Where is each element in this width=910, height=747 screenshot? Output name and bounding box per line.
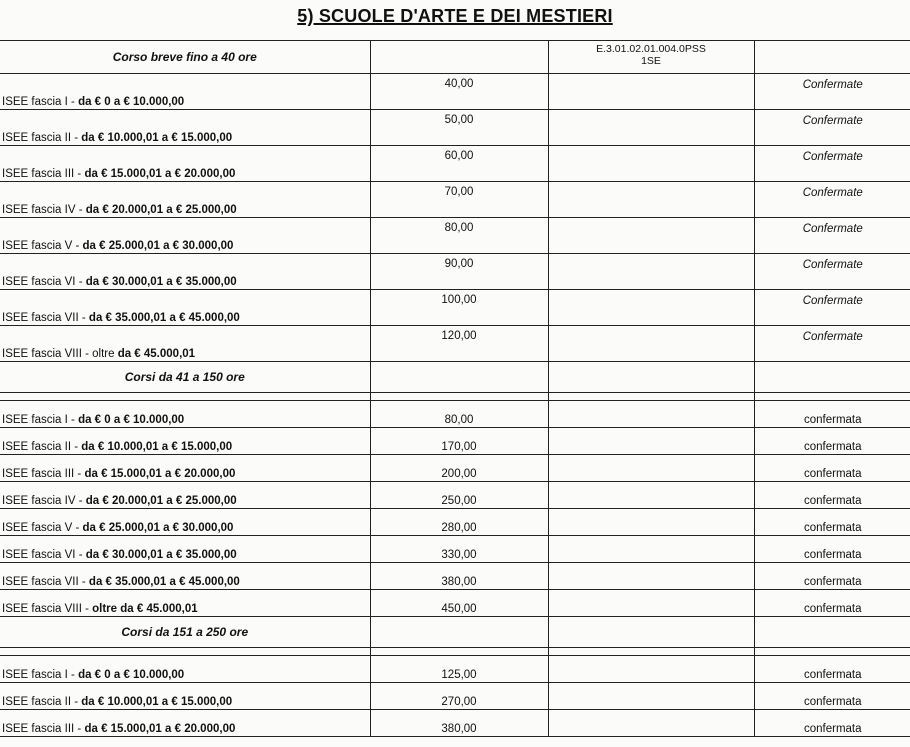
fee-amount: 280,00 xyxy=(441,522,477,534)
fee-amount-cell xyxy=(370,683,548,710)
isee-band-label: ISEE fascia III - xyxy=(2,168,85,180)
header-row xyxy=(0,41,910,74)
status-label: confermata xyxy=(803,549,862,561)
isee-band-label: ISEE fascia I - xyxy=(2,414,79,426)
isee-band-range: da € 30.000,01 a € 35.000,00 xyxy=(85,276,237,288)
fee-amount: 170,00 xyxy=(441,441,477,453)
fee-amount-cell xyxy=(370,146,548,182)
isee-band-cell xyxy=(0,326,370,362)
status-label: confermata xyxy=(803,723,862,735)
isee-band-range: da € 0 a € 10.000,00 xyxy=(78,669,185,681)
table-row xyxy=(0,182,910,218)
fee-amount: 380,00 xyxy=(441,723,477,735)
isee-band-cell xyxy=(0,656,370,683)
isee-band-range: da € 10.000,01 a € 15.000,00 xyxy=(81,696,233,708)
isee-band-label: ISEE fascia VII - xyxy=(2,576,89,588)
status-label: Confermate xyxy=(802,187,863,199)
fee-amount: 330,00 xyxy=(441,549,477,561)
code-cell xyxy=(548,428,754,455)
table-row xyxy=(0,590,910,617)
isee-band-cell xyxy=(0,563,370,590)
fee-amount-cell xyxy=(370,74,548,110)
spacer-cell xyxy=(0,393,370,401)
fee-amount: 60,00 xyxy=(444,150,474,162)
isee-band-cell xyxy=(0,290,370,326)
table-row xyxy=(0,74,910,110)
budget-code: E.3.01.02.01.004.0PSS xyxy=(596,43,706,55)
isee-band-range: da € 35.000,01 a € 45.000,00 xyxy=(88,576,240,588)
code-cell xyxy=(548,326,754,362)
spacer-cell xyxy=(548,648,754,656)
isee-band-label: ISEE fascia III - xyxy=(2,468,85,480)
fee-amount-cell xyxy=(370,428,548,455)
code-cell xyxy=(548,509,754,536)
isee-band-cell xyxy=(0,482,370,509)
isee-band-cell xyxy=(0,110,370,146)
status-cell xyxy=(754,254,910,290)
code-cell xyxy=(548,683,754,710)
code-cell xyxy=(548,254,754,290)
code-cell xyxy=(548,146,754,182)
table-row xyxy=(0,455,910,482)
spacer-row xyxy=(0,648,910,656)
empty-cell xyxy=(370,362,548,393)
isee-band-range: da € 15.000,01 a € 20.000,00 xyxy=(84,468,236,480)
isee-band-range: da € 15.000,01 a € 20.000,00 xyxy=(84,168,236,180)
code-header-cell xyxy=(548,41,754,74)
code-cell xyxy=(548,218,754,254)
table-row xyxy=(0,428,910,455)
code-cell xyxy=(548,590,754,617)
status-label: Confermate xyxy=(802,331,863,343)
fee-amount-cell xyxy=(370,182,548,218)
table-row xyxy=(0,290,910,326)
code-cell xyxy=(548,710,754,737)
status-cell xyxy=(754,656,910,683)
isee-band-cell xyxy=(0,74,370,110)
isee-band-range: da € 10.000,01 a € 15.000,00 xyxy=(81,441,233,453)
isee-band-label: ISEE fascia IV - xyxy=(2,495,86,507)
isee-band-label: ISEE fascia VI - xyxy=(2,549,86,561)
fee-amount: 380,00 xyxy=(441,576,477,588)
table-row xyxy=(0,218,910,254)
isee-band-cell xyxy=(0,710,370,737)
status-cell xyxy=(754,290,910,326)
section-header-row xyxy=(0,362,910,393)
isee-band-cell xyxy=(0,509,370,536)
isee-band-cell xyxy=(0,590,370,617)
status-label: confermata xyxy=(803,414,862,426)
isee-band-cell xyxy=(0,254,370,290)
empty-cell xyxy=(754,617,910,648)
isee-band-label: ISEE fascia IV - xyxy=(2,204,86,216)
status-cell xyxy=(754,182,910,218)
fee-table-body xyxy=(0,41,910,737)
table-row xyxy=(0,710,910,737)
table-row xyxy=(0,563,910,590)
status-cell xyxy=(754,428,910,455)
code-cell xyxy=(548,455,754,482)
code-cell xyxy=(548,656,754,683)
course-header-label: Corso breve fino a 40 ore xyxy=(112,50,257,64)
isee-band-cell xyxy=(0,401,370,428)
isee-band-cell xyxy=(0,146,370,182)
fee-amount-cell xyxy=(370,290,548,326)
fee-amount: 70,00 xyxy=(444,186,474,198)
isee-band-label: ISEE fascia V - xyxy=(2,240,83,252)
status-cell xyxy=(754,563,910,590)
section-title-cell xyxy=(0,617,370,648)
isee-band-range: da € 15.000,01 a € 20.000,00 xyxy=(84,723,236,735)
table-row xyxy=(0,401,910,428)
isee-band-range: da € 45.000,01 xyxy=(117,348,196,360)
table-row xyxy=(0,326,910,362)
spacer-row xyxy=(0,393,910,401)
isee-band-cell xyxy=(0,218,370,254)
isee-band-label: ISEE fascia II - xyxy=(2,696,82,708)
code-cell xyxy=(548,290,754,326)
status-cell xyxy=(754,683,910,710)
isee-band-cell xyxy=(0,428,370,455)
table-row xyxy=(0,482,910,509)
fee-amount: 80,00 xyxy=(444,222,474,234)
code-cell xyxy=(548,536,754,563)
fee-amount-cell xyxy=(370,536,548,563)
isee-band-range: da € 10.000,01 a € 15.000,00 xyxy=(81,132,233,144)
spacer-cell xyxy=(754,648,910,656)
status-label: confermata xyxy=(803,696,862,708)
fee-table xyxy=(0,40,910,737)
table-row xyxy=(0,254,910,290)
fee-amount-cell xyxy=(370,455,548,482)
isee-band-label: ISEE fascia VI - xyxy=(2,276,86,288)
isee-band-range: da € 0 a € 10.000,00 xyxy=(78,414,185,426)
isee-band-label: ISEE fascia VIII - xyxy=(2,603,93,615)
course-header-cell xyxy=(0,41,370,74)
status-label: Confermate xyxy=(802,295,863,307)
status-cell xyxy=(754,74,910,110)
isee-band-label: ISEE fascia V - xyxy=(2,522,83,534)
isee-band-label: ISEE fascia VII - xyxy=(2,312,89,324)
code-cell xyxy=(548,563,754,590)
status-cell xyxy=(754,326,910,362)
status-cell xyxy=(754,710,910,737)
status-cell xyxy=(754,482,910,509)
isee-band-range: oltre da € 45.000,01 xyxy=(92,603,198,615)
section-title-cell xyxy=(0,362,370,393)
status-label: confermata xyxy=(803,603,862,615)
table-row xyxy=(0,110,910,146)
status-cell xyxy=(754,590,910,617)
isee-band-range: da € 20.000,01 a € 25.000,00 xyxy=(85,495,237,507)
fee-amount-cell xyxy=(370,110,548,146)
fee-amount: 450,00 xyxy=(441,603,477,615)
isee-band-label: ISEE fascia III - xyxy=(2,723,85,735)
isee-band-range: da € 0 a € 10.000,00 xyxy=(78,96,185,108)
status-cell xyxy=(754,110,910,146)
code-cell xyxy=(548,110,754,146)
fee-amount: 125,00 xyxy=(441,669,477,681)
status-label: Confermate xyxy=(802,115,863,127)
section-title: Corsi da 41 a 150 ore xyxy=(124,370,245,384)
status-label: Confermate xyxy=(802,223,863,235)
isee-band-cell xyxy=(0,182,370,218)
isee-band-label: ISEE fascia I - xyxy=(2,669,79,681)
table-row xyxy=(0,509,910,536)
status-label: Confermate xyxy=(802,259,863,271)
table-row xyxy=(0,683,910,710)
spacer-cell xyxy=(370,393,548,401)
status-label: confermata xyxy=(803,468,862,480)
status-cell xyxy=(754,536,910,563)
isee-band-cell xyxy=(0,683,370,710)
fee-amount-cell xyxy=(370,482,548,509)
isee-band-label: ISEE fascia I - xyxy=(2,96,79,108)
fee-amount: 80,00 xyxy=(444,414,474,426)
isee-band-label: ISEE fascia VIII - oltre xyxy=(2,348,118,360)
isee-band-range: da € 30.000,01 a € 35.000,00 xyxy=(85,549,237,561)
status-cell xyxy=(754,455,910,482)
fee-amount-cell xyxy=(370,563,548,590)
status-cell xyxy=(754,146,910,182)
status-cell xyxy=(754,509,910,536)
fee-amount-cell xyxy=(370,656,548,683)
fee-amount: 250,00 xyxy=(441,495,477,507)
status-label: Confermate xyxy=(802,151,863,163)
table-row xyxy=(0,536,910,563)
status-cell xyxy=(754,401,910,428)
fee-amount: 50,00 xyxy=(444,114,474,126)
fee-amount: 270,00 xyxy=(441,696,477,708)
empty-cell xyxy=(754,362,910,393)
spacer-cell xyxy=(370,648,548,656)
code-cell xyxy=(548,482,754,509)
fee-amount-cell xyxy=(370,401,548,428)
page-title: 5) SCUOLE D'ARTE E DEI MESTIERI xyxy=(297,6,613,26)
empty-cell xyxy=(548,617,754,648)
table-row xyxy=(0,146,910,182)
fee-amount-cell xyxy=(370,509,548,536)
status-label: confermata xyxy=(803,522,862,534)
fee-amount-cell xyxy=(370,590,548,617)
fee-amount-cell xyxy=(370,218,548,254)
status-label: confermata xyxy=(803,669,862,681)
code-cell xyxy=(548,401,754,428)
status-header-cell xyxy=(754,41,910,74)
spacer-cell xyxy=(548,393,754,401)
status-label: Confermate xyxy=(802,79,863,91)
fee-amount: 200,00 xyxy=(441,468,477,480)
section-header-row xyxy=(0,617,910,648)
fee-amount: 40,00 xyxy=(444,78,474,90)
isee-band-range: da € 35.000,01 a € 45.000,00 xyxy=(88,312,240,324)
isee-band-label: ISEE fascia II - xyxy=(2,441,82,453)
budget-code-suffix: 1SE xyxy=(641,55,661,67)
fee-amount-cell xyxy=(370,326,548,362)
amount-header-cell xyxy=(370,41,548,74)
status-label: confermata xyxy=(803,576,862,588)
isee-band-range: da € 25.000,01 a € 30.000,00 xyxy=(82,240,234,252)
fee-amount-cell xyxy=(370,710,548,737)
isee-band-cell xyxy=(0,536,370,563)
fee-amount: 120,00 xyxy=(441,330,477,342)
code-cell xyxy=(548,74,754,110)
empty-cell xyxy=(548,362,754,393)
empty-cell xyxy=(370,617,548,648)
isee-band-cell xyxy=(0,455,370,482)
spacer-cell xyxy=(0,648,370,656)
table-row xyxy=(0,656,910,683)
status-label: confermata xyxy=(803,441,862,453)
status-cell xyxy=(754,218,910,254)
code-cell xyxy=(548,182,754,218)
isee-band-range: da € 20.000,01 a € 25.000,00 xyxy=(85,204,237,216)
isee-band-label: ISEE fascia II - xyxy=(2,132,82,144)
section-title: Corsi da 151 a 250 ore xyxy=(121,625,249,639)
fee-amount: 90,00 xyxy=(444,258,474,270)
fee-amount: 100,00 xyxy=(441,294,477,306)
status-label: confermata xyxy=(803,495,862,507)
fee-amount-cell xyxy=(370,254,548,290)
isee-band-range: da € 25.000,01 a € 30.000,00 xyxy=(82,522,234,534)
spacer-cell xyxy=(754,393,910,401)
